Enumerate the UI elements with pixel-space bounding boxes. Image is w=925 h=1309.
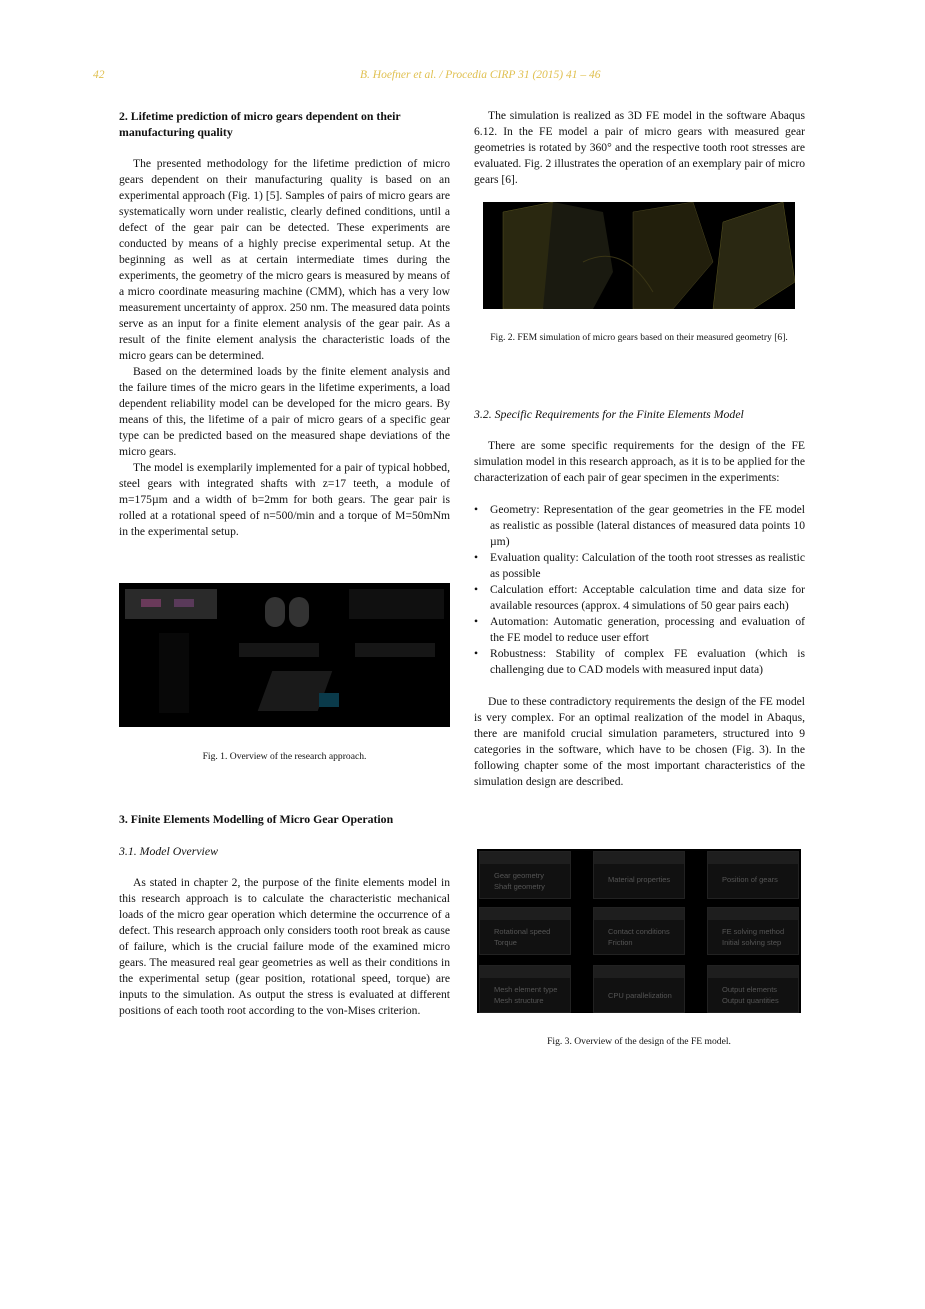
paragraph: The presented methodology for the lifetime prediction of micro gears dependent on their manufacturing quality is based on an experimental approach (Fig. 1) [5]. Samples of pairs of micro gears are systematically worn under realistic, clearly defined conditions, until a defect of the gear pair can be detected. These experiments are conducted by means of a highly precise experimental setup. At the beginning as well as at certain intermediate times during the experiments, the geometry of the micro gears is measured by means of a micro coordinate measuring machine (CMM), which has a very low measurement uncertainty of approx. 250 nm. The measured data points serve as an input for a finite element analysis of the gear pair. As a result of the finite element analysis the characteristic loads of the micro gears can be determined. xyxy=(119,157,450,362)
left-column-lower xyxy=(119,811,450,1019)
figure-1-caption: Fig. 1. Overview of the research approach. xyxy=(202,751,367,762)
fig3-item: Material properties xyxy=(608,875,671,884)
paragraph: Due to these contradictory requirements the design of the FE model is very complex. For an optimal realization of the model in Abaqus, there are manifold crucial simulation parameters, structured into 9 categories in the software, which have to be chosen (Fig. 3). In the following chapter some of the most important characteristics of the simulation design are described. xyxy=(474,695,805,788)
fig3-item: Contact conditions xyxy=(608,927,670,936)
fig3-item: CPU parallelization xyxy=(608,991,672,1000)
figure-box xyxy=(239,643,319,657)
fig3-item: Friction xyxy=(608,938,633,947)
paragraph: As stated in chapter 2, the purpose of the finite elements model in this research approach is to calculate the characteristic mechanical loads of the micro gear operation which determine the occurrence of a defect. This research approach only considers tooth root break as cause of failure, which is the crucial failure mode of the examined micro gears. The measured real gear geometries as well as their conditions in the experimental setup (gear position, rotational speed, torque) are inputs to the simulation. As output the stress is evaluated at different positions of each tooth root according to the von-Mises criterion. xyxy=(119,876,450,1017)
fig3-item: Gear geometry xyxy=(494,871,545,880)
figure-3-caption: Fig. 3. Overview of the design of the FE model. xyxy=(547,1036,731,1047)
figure-box xyxy=(355,643,435,657)
gear-photo xyxy=(289,597,309,627)
list-item: • Calculation effort: Acceptable calculation time and data size for available resources (approx. 4 simulations of 50 gear pairs each) xyxy=(474,582,805,614)
fig3-item: Rotational speed xyxy=(494,927,551,936)
fem-mesh-drawing xyxy=(483,202,795,309)
subsection-3-2-title: 3.2. Specific Requirements for the Finite Elements Model xyxy=(474,407,744,421)
figure-1-image xyxy=(119,583,450,727)
fig3-cell-interaction xyxy=(593,907,685,955)
arrow-shape xyxy=(159,633,189,713)
fig3-cell-geometry xyxy=(479,851,571,899)
paragraph: Based on the determined loads by the finite element analysis and the failure times of the micro gears in the lifetime experiments, a load dependent reliability model can be developed for the micro gears. By means of this, the lifetime of a pair of micro gears of a specific gear type can be predicted based on the measured shape deviations of the micro gears. xyxy=(119,365,450,458)
list-item: • Automation: Automatic generation, processing and evaluation of the FE model to reduce user effort xyxy=(474,614,805,646)
fig3-item: Initial solving step xyxy=(722,938,782,947)
fig3-item: Position of gears xyxy=(722,875,778,884)
fig3-item: Output quantities xyxy=(722,996,779,1005)
figure-box xyxy=(349,589,444,619)
requirements-list xyxy=(474,502,805,678)
fig3-item: Shaft geometry xyxy=(494,882,545,891)
section-2-title: 2. Lifetime prediction of micro gears dependent on their manufacturing quality xyxy=(119,109,401,139)
list-item: • Robustness: Stability of complex FE evaluation (which is challenging due to CAD models with measured input data) xyxy=(474,646,805,678)
figure-3-image xyxy=(477,849,801,1013)
right-column xyxy=(474,108,805,188)
fig3-cell-load xyxy=(479,907,571,955)
right-column-lower xyxy=(474,406,805,790)
fig3-item: Torque xyxy=(494,938,517,947)
page-number: 42 xyxy=(93,69,105,81)
list-item: • Geometry: Representation of the gear geometries in the FE model as realistic as possible (lateral distances of measured data points 10 µm) xyxy=(474,502,805,550)
setup-photo xyxy=(125,589,217,619)
subsection-3-1-title: 3.1. Model Overview xyxy=(119,844,218,858)
left-column xyxy=(119,108,450,540)
figure-2-image xyxy=(483,202,795,309)
gear-photo xyxy=(265,597,285,627)
paragraph: There are some specific requirements for the design of the FE simulation model in this research approach, as it is to be applied for the characterization of each pair of gear specimen in the experiments: xyxy=(474,439,805,484)
paragraph: The model is exemplarily implemented for a pair of typical hobbed, steel gears with integrated shafts with z=17 teeth, a module of m=175µm and a width of b=2mm for both gears. The gear pair is rolled at a rotational speed of n=500/min and a torque of M=50mNm in the experimental setup. xyxy=(119,461,450,538)
setup-part xyxy=(141,599,161,607)
fig3-cell-position xyxy=(707,851,799,899)
fig3-cell-material xyxy=(593,851,685,899)
fig3-cell-mesh xyxy=(479,965,571,1013)
fig3-item: Mesh element type xyxy=(494,985,558,994)
fig3-item: Mesh structure xyxy=(494,996,544,1005)
plot-highlight xyxy=(319,693,339,707)
fig3-cell-output xyxy=(707,965,799,1013)
fig3-item: FE solving method xyxy=(722,927,785,936)
fig3-item: Output elements xyxy=(722,985,778,994)
running-header: B. Hoefner et al. / Procedia CIRP 31 (2015) 41 – 46 xyxy=(360,69,601,81)
setup-part xyxy=(174,599,194,607)
section-3-title: 3. Finite Elements Modelling of Micro Gear Operation xyxy=(119,812,394,826)
paragraph: The simulation is realized as 3D FE model in the software Abaqus 6.12. In the FE model a pair of micro gears with measured gear geometries is rotated by 360° and the respective tooth root stresses are evaluated. Fig. 2 illustrates the operation of an exemplary pair of micro gears [6]. xyxy=(474,109,805,186)
fig3-cell-job xyxy=(593,965,685,1013)
fig3-cell-solver xyxy=(707,907,799,955)
list-item: • Evaluation quality: Calculation of the tooth root stresses as realistic as possible xyxy=(474,550,805,582)
figure-2-caption: Fig. 2. FEM simulation of micro gears based on their measured geometry [6]. xyxy=(490,332,788,343)
